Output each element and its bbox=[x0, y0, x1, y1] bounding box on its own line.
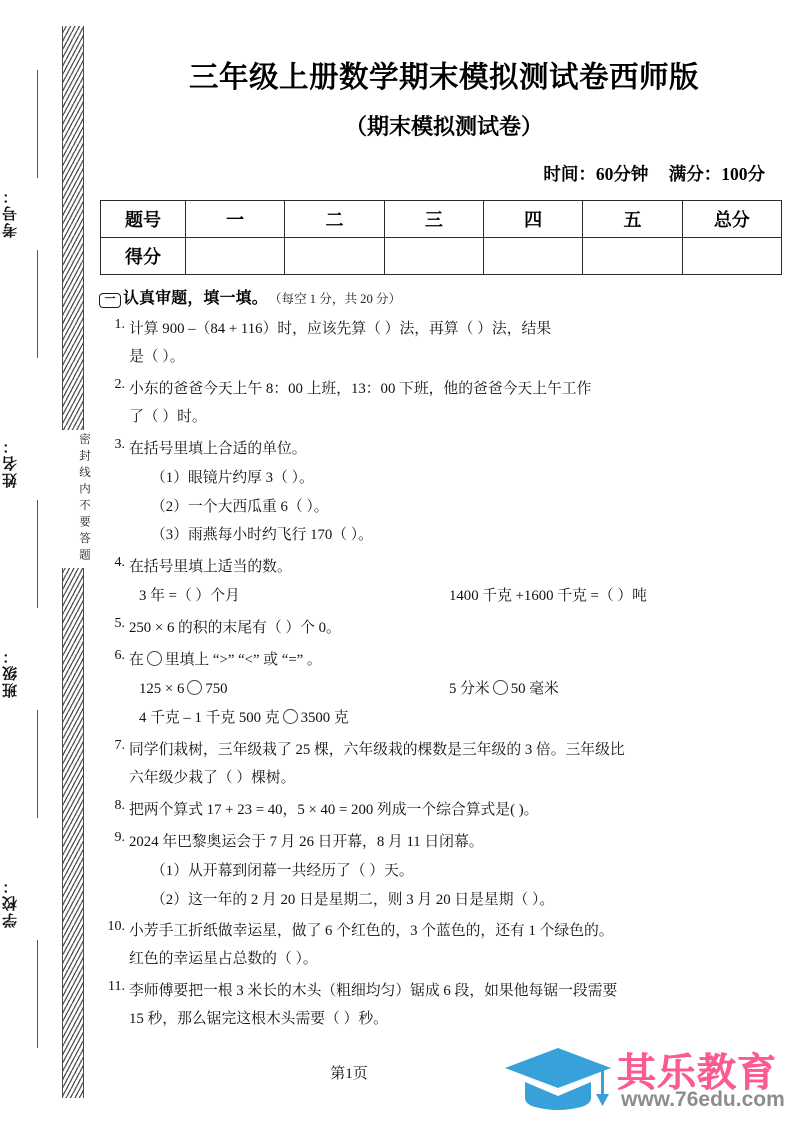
compare-left-operand: 5 分米 bbox=[449, 681, 490, 698]
question-number: 6. bbox=[114, 648, 125, 664]
compare-circle-icon[interactable] bbox=[187, 680, 202, 695]
question-text bbox=[129, 920, 789, 971]
question-number: 11. bbox=[108, 979, 125, 995]
question-text bbox=[129, 617, 789, 640]
question-number: 5. bbox=[114, 616, 125, 632]
question-line: 小芳手工折纸做幸运星，做了 6 个红色的，3 个蓝色的，还有 1 个绿色的。 bbox=[129, 923, 614, 940]
question-1 bbox=[99, 318, 789, 369]
question-line: 计算 900 –（84 + 116）时，应该先算（ ）法，再算（ ）法，结果 bbox=[129, 321, 552, 337]
question-text bbox=[129, 831, 789, 912]
question-line: 是（ ）。 bbox=[129, 348, 185, 365]
question-line: 红色的幸运星占总数的（ ）。 bbox=[129, 951, 318, 968]
score-col-3: 三 bbox=[384, 201, 483, 238]
logo-brand-name: 其乐教育 bbox=[617, 1052, 778, 1095]
question-subitem: （3）雨燕每小时约飞行 170（ ）。 bbox=[151, 527, 373, 544]
question-two-column bbox=[129, 585, 789, 608]
score-value-2[interactable] bbox=[285, 238, 384, 275]
question-line: 2024 年巴黎奥运会于 7 月 26 日开幕，8 月 11 日闭幕。 bbox=[129, 833, 484, 850]
compare-row-left bbox=[139, 678, 449, 701]
compare-right-operand: 3500 克 bbox=[300, 709, 349, 726]
question-6 bbox=[99, 649, 789, 730]
score-col-4: 四 bbox=[483, 201, 582, 238]
page-number: 第1页 bbox=[330, 1066, 368, 1082]
question-line: 同学们栽树，三年级栽了 25 棵，六年级栽的棵数是三年级的 3 倍。三年级比 bbox=[129, 741, 625, 758]
page-title: 三年级上册数学期末模拟测试卷西师版 bbox=[188, 62, 699, 94]
question-text bbox=[129, 438, 789, 548]
question-text bbox=[129, 980, 789, 1031]
question-number: 7. bbox=[114, 737, 125, 753]
question-line: 250 × 6 的积的末尾有（ ）个 0。 bbox=[129, 620, 341, 637]
score-table-wrapper bbox=[100, 200, 785, 275]
exam-duration: 时间：60分钟 bbox=[543, 164, 649, 184]
info-label-exam-number: 考号： bbox=[3, 187, 19, 239]
graduation-cap-icon bbox=[505, 1046, 615, 1110]
score-table bbox=[100, 200, 782, 275]
question-text bbox=[129, 799, 789, 822]
info-rule-2 bbox=[37, 500, 38, 608]
question-number: 1. bbox=[114, 317, 125, 332]
question-area bbox=[95, 291, 789, 1031]
compare-left-operand: 125 × 6 bbox=[139, 681, 185, 698]
question-prefix: 在 bbox=[129, 652, 144, 669]
question-line: 在括号里填上适当的数。 bbox=[129, 559, 292, 576]
question-number: 3. bbox=[114, 436, 125, 452]
question-5 bbox=[99, 617, 789, 640]
score-value-1[interactable] bbox=[186, 238, 285, 275]
section-title: 认真审题，填一填。 bbox=[123, 290, 268, 307]
question-9 bbox=[99, 831, 789, 912]
seal-notice-text: 密封线内不要答题 bbox=[56, 430, 90, 568]
section-header bbox=[99, 291, 789, 309]
score-row-header-question: 题号 bbox=[101, 201, 186, 238]
question-subitem: （2）这一年的 2 月 20 日是星期二，则 3 月 20 日是星期（ ）。 bbox=[151, 891, 555, 908]
exam-total-score: 满分：100分 bbox=[668, 164, 765, 184]
score-value-4[interactable] bbox=[483, 238, 582, 275]
page-subtitle: （期末模拟测试卷） bbox=[344, 114, 543, 139]
compare-right-operand: 50 毫米 bbox=[510, 681, 559, 698]
question-text bbox=[129, 378, 789, 429]
question-3 bbox=[99, 438, 789, 548]
question-line: 把两个算式 17 + 23 = 40，5 × 40 = 200 列成一个综合算式是( )。 bbox=[129, 801, 539, 818]
info-label-student-name: 姓名： bbox=[3, 437, 19, 489]
logo-url: www.76edu.com bbox=[621, 1088, 785, 1111]
question-7 bbox=[99, 739, 789, 790]
score-row-header-points: 得分 bbox=[101, 238, 186, 275]
compare-circle-icon[interactable] bbox=[493, 680, 508, 695]
site-logo[interactable] bbox=[505, 1040, 787, 1116]
section-note: （每空 1 分，共 20 分） bbox=[268, 292, 402, 306]
compare-right-operand: 750 bbox=[205, 681, 228, 698]
compare-circle-icon[interactable] bbox=[147, 651, 162, 666]
info-label-class: 班级： bbox=[3, 647, 19, 699]
question-line: 了（ ）时。 bbox=[129, 408, 207, 425]
score-col-2: 二 bbox=[285, 201, 384, 238]
table-row bbox=[101, 238, 782, 275]
question-4 bbox=[99, 556, 789, 608]
question-line: 六年级少栽了（ ）棵树。 bbox=[129, 769, 296, 786]
exam-meta bbox=[95, 141, 793, 186]
question-col-left: 3 年 =（ ）个月 bbox=[139, 588, 240, 605]
info-rule-3 bbox=[37, 710, 38, 818]
info-label-school: 学校： bbox=[3, 877, 19, 929]
score-value-5[interactable] bbox=[583, 238, 682, 275]
info-rule-4 bbox=[37, 940, 38, 1048]
question-number: 2. bbox=[114, 376, 125, 392]
question-suffix: 里填上 “>” “<” 或 “=” 。 bbox=[164, 652, 322, 669]
info-rule-1 bbox=[37, 250, 38, 358]
score-col-5: 五 bbox=[583, 201, 682, 238]
question-line: 在括号里填上合适的单位。 bbox=[129, 440, 307, 457]
score-value-total[interactable] bbox=[682, 238, 781, 275]
question-line: 15 秒，那么锯完这根木头需要（ ）秒。 bbox=[129, 1011, 388, 1028]
table-row bbox=[101, 201, 782, 238]
question-two-column bbox=[129, 707, 789, 730]
question-text bbox=[129, 318, 789, 369]
question-2 bbox=[99, 378, 789, 429]
question-11 bbox=[99, 980, 789, 1031]
score-col-1: 一 bbox=[186, 201, 285, 238]
question-col-right: 1400 千克 +1600 千克 =（ ）吨 bbox=[449, 588, 647, 605]
question-number: 9. bbox=[114, 829, 125, 845]
compare-row-left bbox=[139, 707, 349, 730]
exam-paper bbox=[95, 0, 793, 1122]
question-text bbox=[129, 739, 789, 790]
question-subitem: （1）眼镜片约厚 3（ ）。 bbox=[151, 469, 314, 486]
question-8 bbox=[99, 799, 789, 822]
question-subitem: （2）一个大西瓜重 6（ ）。 bbox=[151, 498, 329, 515]
question-two-column bbox=[129, 678, 789, 701]
info-rule-0 bbox=[37, 70, 38, 178]
sealing-sidebar bbox=[0, 0, 95, 1122]
question-number: 8. bbox=[114, 797, 125, 813]
question-number: 4. bbox=[114, 555, 125, 571]
question-line bbox=[129, 649, 789, 672]
compare-circle-icon[interactable] bbox=[283, 709, 298, 724]
compare-left-operand: 4 千克 – 1 千克 500 克 bbox=[139, 709, 280, 726]
score-value-3[interactable] bbox=[384, 238, 483, 275]
question-10 bbox=[99, 920, 789, 971]
compare-row-right bbox=[449, 678, 559, 701]
question-number: 10. bbox=[107, 919, 125, 935]
question-subitem: （1）从开幕到闭幕一共经历了（ ）天。 bbox=[151, 862, 414, 879]
section-badge: 一 bbox=[99, 293, 121, 308]
question-text bbox=[129, 556, 789, 608]
question-line: 李师傅要把一根 3 米长的木头（粗细均匀）锯成 6 段，如果他每锯一段需要 bbox=[129, 983, 618, 1000]
score-col-total: 总分 bbox=[682, 201, 781, 238]
question-line: 小东的爸爸今天上午 8：00 上班，13：00 下班，他的爸爸今天上午工作 bbox=[129, 380, 592, 397]
question-text bbox=[129, 649, 789, 730]
